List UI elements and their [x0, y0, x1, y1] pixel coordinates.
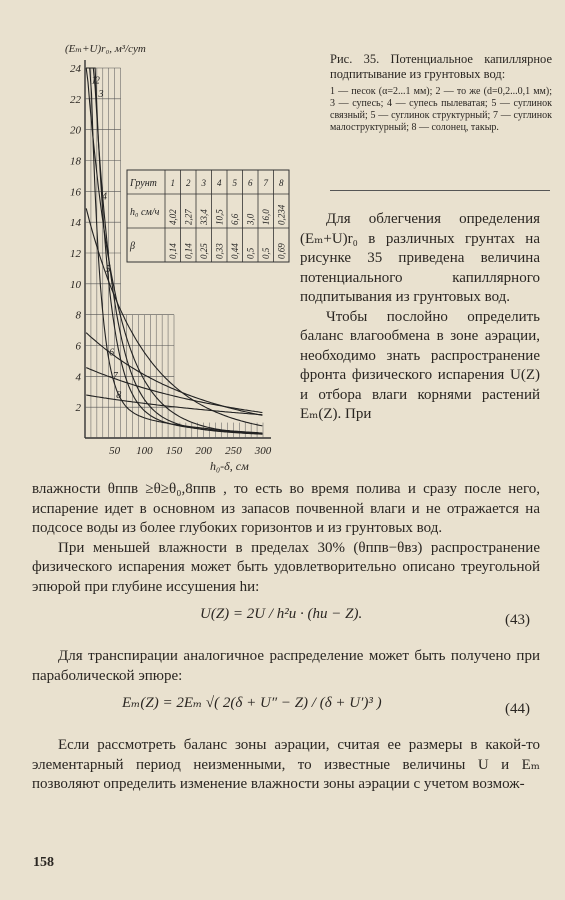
soil-table — [127, 170, 289, 262]
formula-43 — [32, 597, 540, 647]
formula-43-expression: U(Z) = 2U / h²и · (hи − Z). — [200, 606, 363, 622]
table-cell: 4,02 — [167, 209, 178, 225]
formula-43-number: (43) — [505, 612, 530, 628]
curve-label-5: 5 — [105, 264, 111, 276]
table-cell: 8 — [279, 178, 284, 188]
caption-legend: 1 — песок (α=2...1 мм); 2 — то же (d=0,2...0,1 мм); 3 — супесь; 4 — супесь пылеватая; 5 — суглинок связный; 5 — суглинок структурный; 7 — суглинок малоструктурный; 8 — солонец, такыр. — [330, 86, 552, 133]
x-tick-label: 100 — [136, 445, 153, 457]
table-cell: 2,27 — [183, 209, 194, 225]
x-tick-labels — [109, 445, 272, 457]
figure-caption — [330, 52, 552, 134]
main-body-text — [32, 480, 540, 795]
figure-35 — [45, 38, 320, 478]
curve-label-4: 4 — [102, 191, 108, 203]
formula-44-number: (44) — [505, 701, 530, 717]
table-cell: 1 — [170, 178, 175, 188]
table-cell: 0,44 — [229, 243, 240, 259]
y-tick-label: 20 — [70, 124, 81, 137]
curve-label-2: 2 — [94, 75, 100, 87]
curve-label-1: 1 — [91, 75, 97, 87]
table-cell: 0,14 — [183, 243, 194, 259]
y-tick-labels — [70, 63, 82, 414]
caption-title: Рис. 35. Потенциальное капиллярное подпитывание из грунтовых вод: — [330, 52, 552, 81]
caption-divider — [330, 190, 550, 191]
x-tick-label: 200 — [195, 445, 212, 457]
x-axis-label: h₀-δ, см — [210, 459, 249, 473]
formula-44 — [32, 686, 540, 736]
table-cell: 0,33 — [214, 243, 225, 259]
body-paragraph-3: Для транспирации аналогичное распределение может быть получено при параболической эпюре: — [32, 648, 540, 684]
body-paragraph-2: При меньшей влажности в пределах 30% (θппв−θвз) распространение физического испарения может быть удовлетворительно описано треугольной эпюрой при глубине иссушения hи: — [32, 539, 540, 595]
side-paragraph-1: Для облегчения определения (Eₘ+U)r₀ в различных грунтах на рисунке 35 приведена величина потенциального капиллярного подпитывания из грунтовых вод. — [300, 211, 540, 305]
y-tick-label: 24 — [70, 63, 81, 75]
side-paragraph-2: Чтобы послойно определить баланс влагообмена в зоне аэрации, необходимо знать распространение фронта физического испарения U(Z) и отбора влаги корнями растений Eₘ(Z). При — [300, 308, 540, 422]
y-tick-label: 12 — [70, 248, 81, 260]
curve-8 — [86, 395, 262, 415]
x-tick-label: 50 — [109, 445, 121, 457]
body-paragraph-1: влажности θппв ≥θ≥θ₀,8ппв , то есть во время полива и сразу после него, испарение идет в основном из запасов почвенной влаги и не отражается на подсосе воды из более глубоких горизонтов и из грунтовых вод. — [32, 481, 540, 536]
table-cell: 0,14 — [167, 243, 178, 259]
x-tick-label: 300 — [254, 445, 272, 457]
table-cell: 3 — [201, 178, 206, 188]
y-tick-label: 6 — [75, 340, 81, 353]
side-column-text — [300, 210, 540, 425]
x-tick-label: 150 — [165, 445, 183, 457]
capillary-chart — [45, 38, 320, 478]
table-cell: 33,4 — [198, 209, 209, 225]
x-tick-label: 250 — [225, 445, 242, 457]
table-row-label: h₀ см/ч — [130, 207, 160, 218]
table-cell: 0,5 — [260, 247, 271, 259]
y-tick-label: 16 — [70, 186, 81, 199]
curve-label-8: 8 — [116, 389, 122, 401]
formula-44-expression: Eₘ(Z) = 2Eₘ √( 2(δ + U″ − Z) / (δ + U′)³ ) — [122, 695, 382, 711]
table-cell: 0,5 — [245, 247, 256, 259]
table-cell: 5 — [232, 178, 237, 188]
table-cell: 16,0 — [260, 209, 271, 225]
table-cell: 6 — [248, 178, 253, 188]
curve-label-7: 7 — [112, 370, 118, 382]
table-row-label: Грунт — [130, 178, 157, 189]
table-cell: 3,0 — [245, 213, 256, 225]
y-axis-label: (Eₘ+U)r₀, м³/сут — [65, 43, 146, 55]
table-cell: 0,234 — [276, 204, 287, 225]
body-paragraph-4: Если рассмотреть баланс зоны аэрации, считая ее размеры в какой-то элементарный период неизменными, то известные величины U и Eₘ позволяют определить изменение влажности зоны аэрации с учетом возмож- — [32, 737, 540, 792]
table-cell: 0,69 — [276, 243, 287, 259]
y-tick-label: 18 — [70, 155, 81, 168]
page-number: 158 — [33, 855, 54, 870]
y-tick-label: 2 — [75, 402, 81, 415]
table-cell: 10,5 — [214, 209, 225, 225]
y-tick-label: 4 — [75, 371, 81, 384]
y-tick-label: 8 — [75, 309, 81, 322]
table-cell: 4 — [217, 178, 222, 188]
table-cell: 0,25 — [198, 243, 209, 259]
curve-label-6: 6 — [109, 347, 115, 359]
y-tick-label: 22 — [70, 93, 81, 106]
table-cell: 2 — [186, 178, 191, 188]
table-cell: 7 — [263, 178, 268, 188]
curve-label-3: 3 — [98, 88, 104, 100]
table-cell: 6,6 — [229, 213, 240, 225]
y-tick-label: 10 — [70, 278, 81, 291]
y-tick-label: 14 — [70, 217, 81, 230]
table-row-label: β — [130, 241, 135, 252]
